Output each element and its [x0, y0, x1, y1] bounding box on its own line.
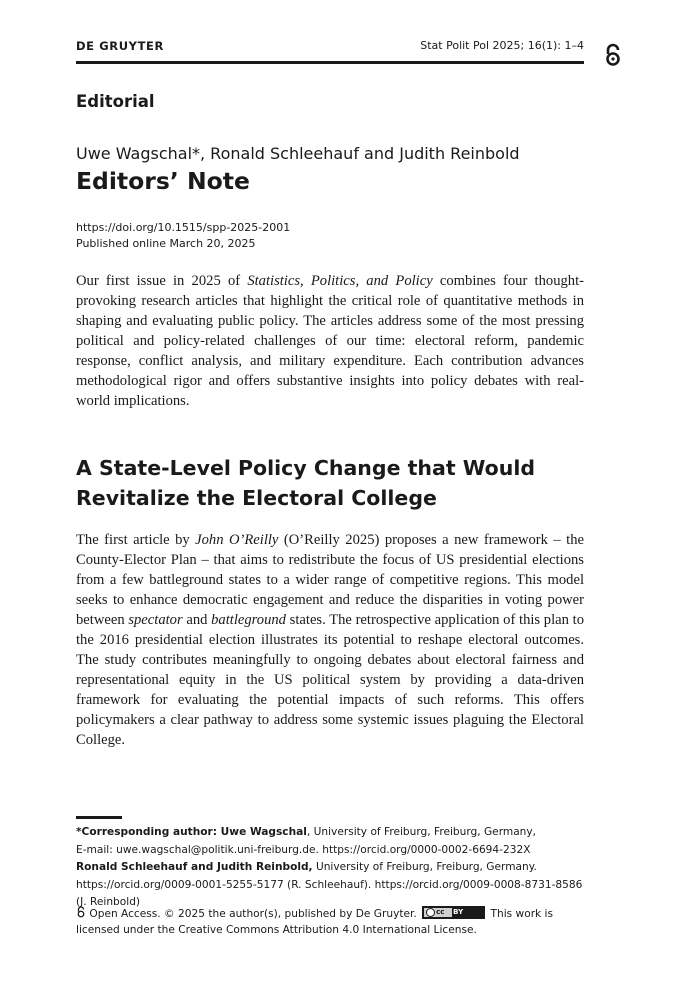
license-text-2: This work is licensed under the Creative Commons Attribution 4.0 International License.	[76, 908, 554, 936]
open-access-small-icon	[76, 906, 86, 918]
header-rule	[76, 61, 584, 64]
open-access-icon	[603, 43, 623, 67]
author-name: John O’Reilly	[195, 532, 279, 548]
footnote-rule	[76, 816, 122, 819]
journal-name: Statistics, Politics, and Policy	[247, 273, 433, 289]
intro-paragraph: Our first issue in 2025 of Statistics, Politics, and Policy combines four thought-provoking research articles that highlight the critical role of quantitative methods in shaping and evaluating public policy. The articles address some of the most pressing political and policy-related challenges of our time: electoral reform, pandemic response, conflict analysis, and military expenditure. Each contribution advances methodological rigor and offers substantive insights into policy debates with real-world implications.	[76, 273, 584, 409]
footnote: *Corresponding author: Uwe Wagschal, University of Freiburg, Freiburg, Germany, E-mail: uwe.wagschal@politik.uni-freiburg.de. https://orcid.org/0000-0002-6694-232X Ronald Schleehauf and Judith Reinbold, University of Freiburg, Freiburg, Germany. https://orcid.org/0009-0001-5255-5177 (R. Schleehauf). https://orcid.org/0009-0008-8731-8586 (J. Reinbold)	[76, 826, 583, 908]
coauthors-label: Ronald Schleehauf and Judith Reinbold,	[76, 861, 313, 873]
author-list: Uwe Wagschal*, Ronald Schleehauf and Judith Reinbold	[76, 144, 520, 163]
license-text-1: Open Access. © 2025 the author(s), published by De Gruyter.	[89, 908, 417, 920]
email-line: E-mail: uwe.wagschal@politik.uni-freiburg.de. https://orcid.org/0000-0002-6694-232X	[76, 843, 531, 856]
published-date: Published online March 20, 2025	[76, 237, 256, 250]
page-header	[76, 36, 584, 66]
corresponding-author-label: *Corresponding author: Uwe Wagschal	[76, 826, 307, 838]
section-heading: A State-Level Policy Change that Would Revitalize the Electoral College	[76, 456, 536, 510]
license-notice	[76, 906, 596, 938]
publisher-name: DE GRUYTER	[76, 39, 164, 53]
doi-link[interactable]: https://doi.org/10.1515/spp-2025-2001	[76, 221, 291, 234]
cc-by-badge[interactable]: cc BY	[422, 906, 485, 919]
section-label: Editorial	[76, 92, 155, 111]
article-meta	[76, 220, 290, 252]
section-paragraph: The first article by John O’Reilly (O’Reilly 2025) proposes a new framework – the County-Elector Plan – that aims to redistribute the focus of US presidential elections from a few battleground states to a wider range of competitive regions. This model seeks to enhance democratic engagement and reduce the disparities in voting power between spectator and battleground states. The retrospective application of this plan to the 2016 presidential election illustrates its potential to reshape electoral outcomes. The study contributes meaningfully to ongoing debates about electoral fairness and representational equity in the US political system by providing a data-driven framework for evaluating the potential impacts of such reforms. This offers policymakers a clear pathway to address some systemic issues plaguing the Electoral College.	[76, 532, 585, 748]
term-battleground: battleground	[211, 612, 286, 628]
article-title: Editors’ Note	[76, 167, 250, 195]
term-spectator: spectator	[128, 612, 183, 628]
journal-reference: Stat Polit Pol 2025; 16(1): 1–4	[420, 39, 584, 52]
